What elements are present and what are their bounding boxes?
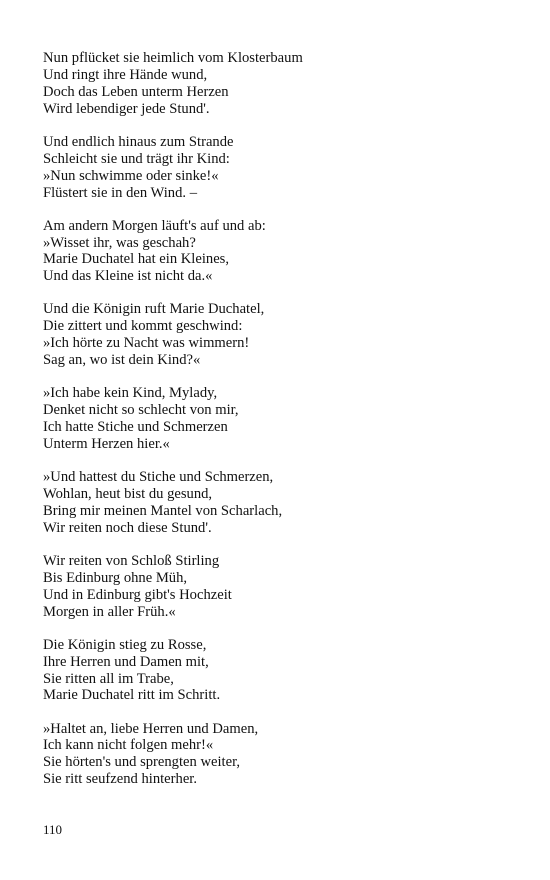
stanza bbox=[43, 301, 523, 369]
stanza bbox=[43, 469, 523, 537]
stanza bbox=[43, 50, 523, 118]
poem-line: Sie ritten all im Trabe, bbox=[43, 670, 174, 687]
stanza bbox=[43, 218, 523, 286]
poem-text bbox=[43, 50, 523, 804]
poem-line: Sag an, wo ist dein Kind?« bbox=[43, 352, 201, 369]
poem-line: Marie Duchatel hat ein Kleines, bbox=[43, 251, 229, 268]
poem-line: Sie hörten's und sprengten weiter, bbox=[43, 754, 240, 771]
poem-line: Und das Kleine ist nicht da.« bbox=[43, 268, 213, 285]
poem-line: »Ich habe kein Kind, Mylady, bbox=[43, 385, 218, 402]
poem-line: Bis Edinburg ohne Müh, bbox=[43, 569, 188, 586]
poem-line: »Ich hörte zu Nacht was wimmern! bbox=[43, 335, 250, 352]
poem-line: Und in Edinburg gibt's Hochzeit bbox=[43, 586, 232, 603]
poem-line: Bring mir meinen Mantel von Scharlach, bbox=[43, 502, 283, 519]
poem-line: Wohlan, heut bist du gesund, bbox=[43, 485, 213, 502]
poem-line: Flüstert sie in den Wind. – bbox=[43, 184, 197, 201]
stanza bbox=[43, 385, 523, 453]
poem-line: Denket nicht so schlecht von mir, bbox=[43, 402, 239, 419]
poem-line: »Nun schwimme oder sinke!« bbox=[43, 167, 219, 184]
poem-line: Und die Königin ruft Marie Duchatel, bbox=[43, 301, 265, 318]
stanza bbox=[43, 134, 523, 202]
poem-line: Doch das Leben unterm Herzen bbox=[43, 83, 229, 100]
page-number: 110 bbox=[43, 822, 63, 837]
poem-line: Morgen in aller Früh.« bbox=[43, 603, 176, 620]
poem-line: Ich kann nicht folgen mehr!« bbox=[43, 737, 214, 754]
poem-line: Die zittert und kommt geschwind: bbox=[43, 318, 243, 335]
stanza bbox=[43, 637, 523, 705]
poem-line: Nun pflücket sie heimlich vom Klosterbaum bbox=[43, 50, 303, 66]
poem-line: Wir reiten von Schloß Stirling bbox=[43, 552, 220, 569]
poem-line: »Haltet an, liebe Herren und Damen, bbox=[43, 720, 259, 737]
stanza bbox=[43, 721, 523, 789]
poem-line: Marie Duchatel ritt im Schritt. bbox=[43, 687, 221, 704]
poem-line: Ich hatte Stiche und Schmerzen bbox=[43, 419, 228, 436]
poem-line: Schleicht sie und trägt ihr Kind: bbox=[43, 150, 230, 167]
poem-line: Und endlich hinaus zum Strande bbox=[43, 133, 234, 150]
poem-line: Unterm Herzen hier.« bbox=[43, 435, 170, 452]
poem-line: Und ringt ihre Hände wund, bbox=[43, 66, 208, 83]
poem-line: »Und hattest du Stiche und Schmerzen, bbox=[43, 469, 274, 486]
poem-line: »Wisset ihr, was geschah? bbox=[43, 234, 196, 251]
poem-line: Die Königin stieg zu Rosse, bbox=[43, 636, 207, 653]
poem-line: Wird lebendiger jede Stund'. bbox=[43, 100, 210, 117]
poem-line: Wir reiten noch diese Stund'. bbox=[43, 519, 212, 536]
poem-line: Ihre Herren und Damen mit, bbox=[43, 653, 209, 670]
stanza bbox=[43, 553, 523, 621]
poem-line: Sie ritt seufzend hinterher. bbox=[43, 771, 197, 788]
poem-line: Am andern Morgen läuft's auf und ab: bbox=[43, 217, 266, 234]
